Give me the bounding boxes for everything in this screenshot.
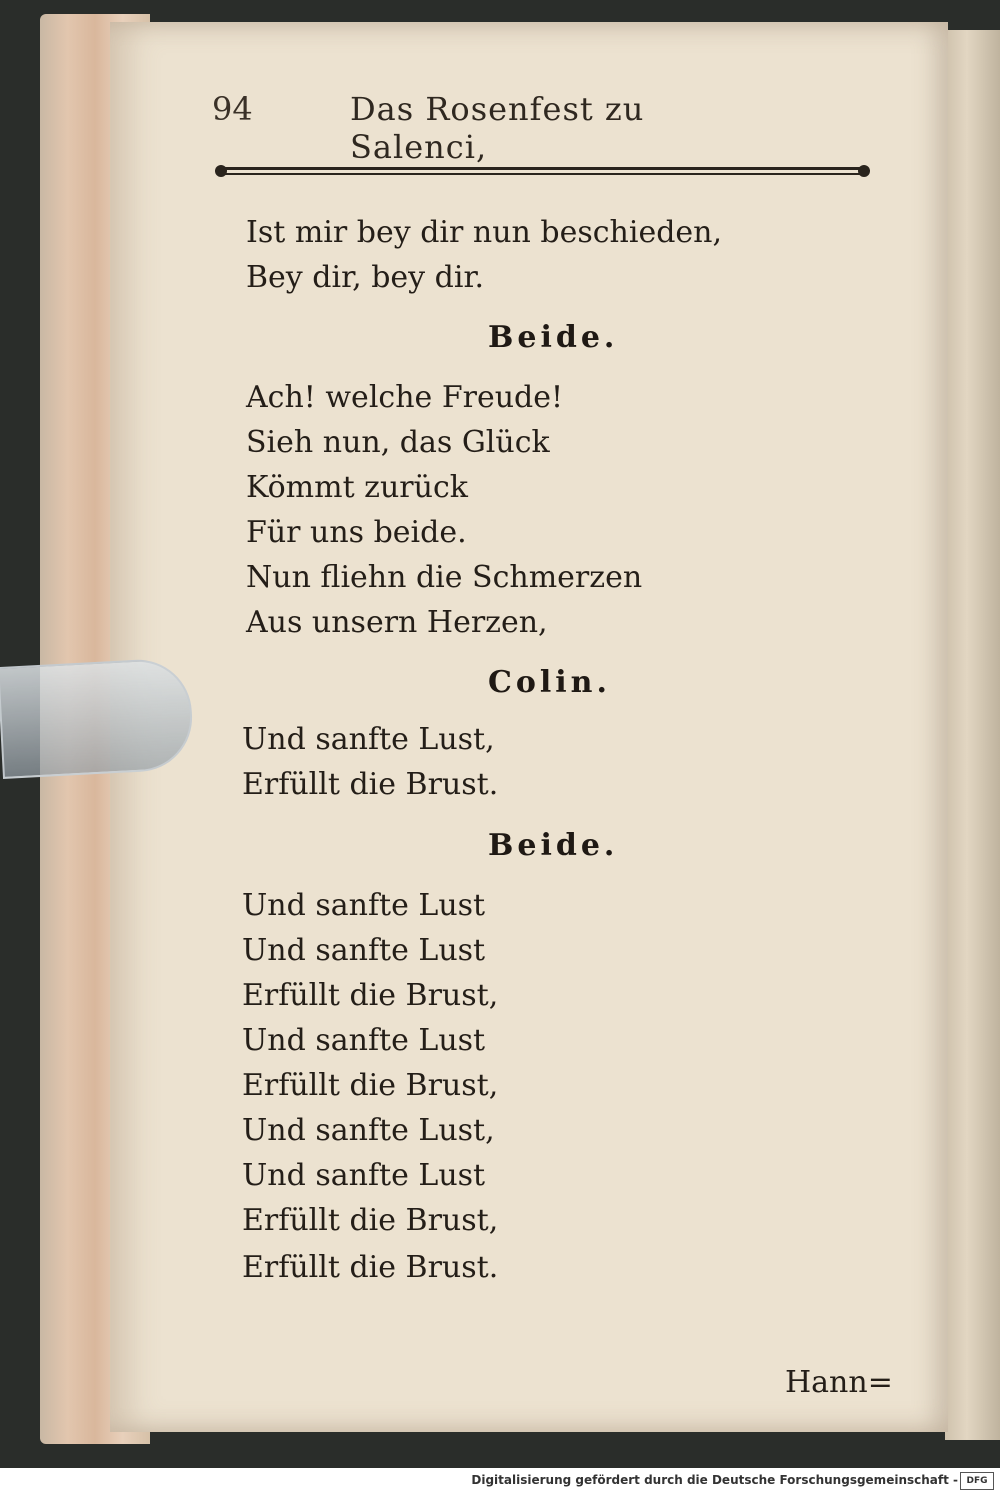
next-page-edge (945, 30, 1000, 1440)
verse-line: Und sanfte Lust (242, 933, 486, 968)
verse-line: Kömmt zurück (246, 470, 468, 505)
verse-line: Aus unsern Herzen, (246, 605, 548, 640)
dfg-logo: DFG (960, 1472, 994, 1490)
verse-line: Erfüllt die Brust, (242, 978, 499, 1013)
speaker-label: Beide. (488, 320, 619, 355)
verse-line: Und sanfte Lust (242, 888, 486, 923)
verse-line: Sieh nun, das Glück (246, 425, 550, 460)
verse-line: Und sanfte Lust, (242, 722, 495, 757)
page-header (212, 90, 772, 166)
verse-line: Erfüllt die Brust, (242, 1203, 499, 1238)
verse-line: Ist mir bey dir nun beschieden, (246, 215, 723, 250)
header-rule (215, 165, 870, 177)
footer (0, 1470, 1000, 1495)
speaker-label: Beide. (488, 828, 619, 863)
verse-line: Bey dir, bey dir. (246, 260, 485, 295)
verse-line: Erfüllt die Brust, (242, 1068, 499, 1103)
verse-line: Für uns beide. (246, 515, 467, 550)
footer-credit: Digitalisierung gefördert durch die Deutsche Forschungsgemeinschaft - (471, 1473, 958, 1487)
verse-line: Nun fliehn die Schmerzen (246, 560, 643, 595)
catchword: Hann= (785, 1365, 893, 1400)
verse-line: Erfüllt die Brust. (242, 767, 499, 802)
verse-line: Ach! welche Freude! (246, 380, 564, 415)
running-title: Das Rosenfest zu Salenci, (350, 90, 645, 166)
verse-line: Und sanfte Lust (242, 1158, 486, 1193)
verse-line: Und sanfte Lust, (242, 1113, 495, 1148)
page-number: 94 (212, 90, 253, 128)
speaker-label: Colin. (488, 665, 611, 700)
page-holder-clip (0, 657, 195, 779)
verse-line: Und sanfte Lust (242, 1023, 486, 1058)
verse-line: Erfüllt die Brust. (242, 1250, 499, 1285)
